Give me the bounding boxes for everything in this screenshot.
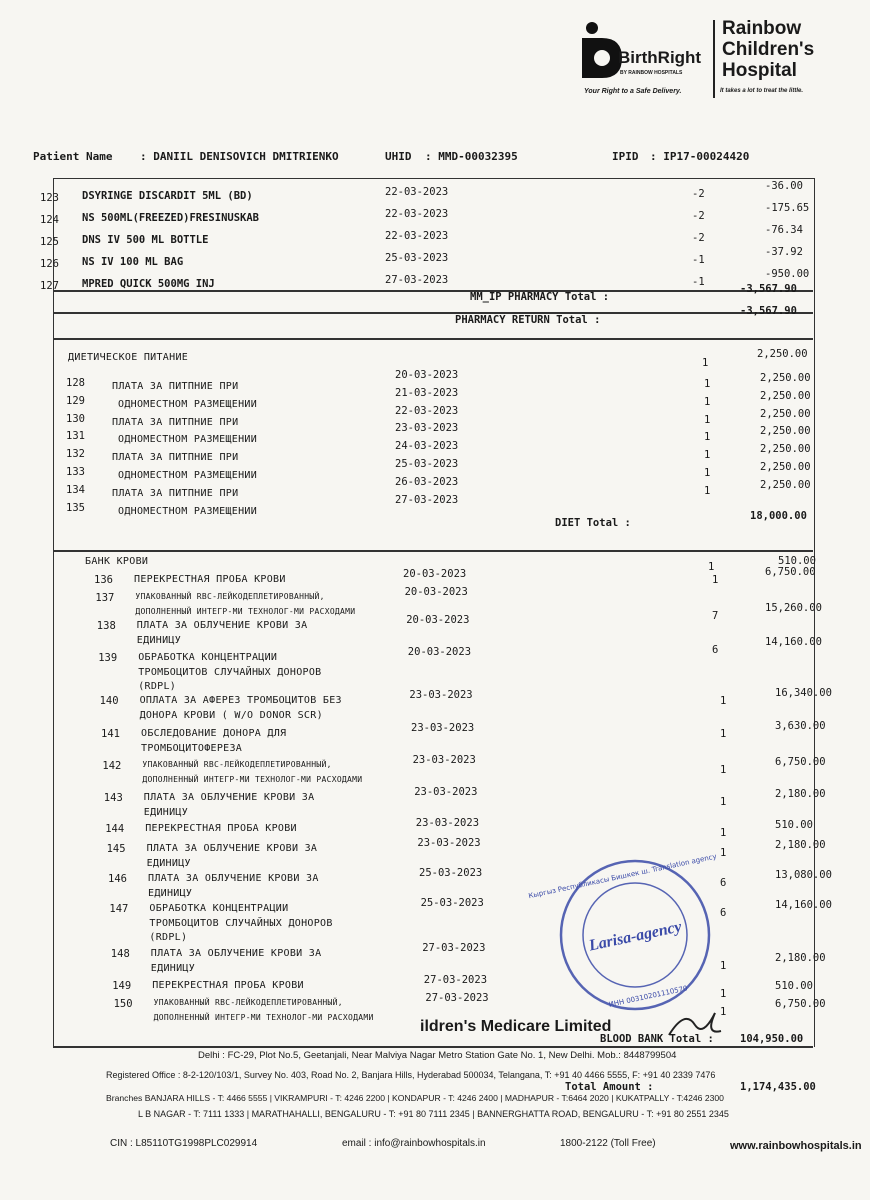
row-number: 144 [105,823,125,835]
item-amount: 13,080.00 [775,869,832,881]
item-date: 23-03-2023 [412,754,476,766]
row-number: 140 [99,695,119,707]
item-date: 20-03-2023 [406,614,470,626]
translation-agency-stamp [527,852,718,1015]
row-number: 135 [66,501,85,514]
row-number: 149 [112,980,132,992]
item-amount: -37.92 [765,246,803,258]
row-number: 123 [40,192,59,204]
blood-total-label: BLOOD BANK Total : [600,1033,714,1045]
birthright-name: BirthRight [618,48,702,67]
birthright-tagline: Your Right to a Safe Delivery. [584,88,682,95]
item-name: ПЛАТА ЗА ПИТПНИЕ ПРИ [112,452,239,464]
row-number: 127 [40,280,59,292]
item-name: УПАКОВАННЫЙ RBC-ЛЕЙКОДЕПЛЕТИРОВАННЫЙ, [142,760,332,769]
item-name-line2: ЕДИНИЦУ [148,888,193,899]
item-amount: 2,250.00 [760,389,811,402]
company-name: ildren's Medicare Limited [420,1018,612,1035]
divider [53,550,813,552]
blood-section-title: БАНК КРОВИ [85,556,149,567]
item-qty: 1 [720,695,727,707]
divider [53,312,813,314]
item-qty: 1 [704,484,711,497]
item-name: ПЛАТА ЗА ПИТПНИЕ ПРИ [112,381,239,392]
item-name: УПАКОВАННЫЙ RBC-ЛЕЙКОДЕПЛЕТИРОВАННЫЙ, [135,592,325,601]
item-name-line2: ДОПОЛНЕННЫЙ ИНТЕГР-МИ ТЕХНОЛОГ-МИ РАСХОДАМИ [153,1013,374,1022]
item-name: ОБСЛЕДОВАНИЕ ДОНОРА ДЛЯ [141,728,287,739]
item-qty: 1 [704,413,711,426]
grand-total-label: Total Amount : [565,1081,654,1093]
rainbow-name-line3: Hospital [722,60,797,81]
item-date: 21-03-2023 [395,386,459,399]
item-name-line3: (RDPL) [149,932,188,943]
divider [53,290,813,292]
item-qty: -2 [692,232,705,244]
item-amount: 510.00 [775,819,813,831]
item-name: ПЛАТА ЗА ПИТПНИЕ ПРИ [112,416,239,428]
item-name-line2: ДОНОРА КРОВИ ( W/O DONOR SCR) [139,710,323,721]
item-qty: 1 [704,395,711,408]
item-name: ОДНОМЕСТНОМ РАЗМЕЩЕНИИ [118,434,258,446]
item-qty: -2 [692,188,705,200]
footer-cin: CIN : L85110TG1998PLC029914 [110,1138,258,1149]
item-qty: 1 [720,796,727,808]
mm-ip-total-label: MM_IP PHARMACY Total : [470,291,610,303]
item-qty: 7 [712,610,719,622]
footer-registered-office: Registered Office : 8-2-120/103/1, Survey No. 403, Road No. 2, Banjara Hills, Hyderabad 500034, Telangana, T: +91 40 4466 5555, F: +91 40 2339 7476 [106,1070,716,1080]
item-name: ПЛАТА ЗА ОБЛУЧЕНИЕ КРОВИ ЗА [146,843,318,854]
item-qty: -1 [692,276,705,288]
logo-divider [713,20,715,98]
item-amount: -36.00 [765,180,803,192]
item-amount: -950.00 [765,268,810,280]
item-amount: 2,250.00 [760,443,811,456]
item-date: 23-03-2023 [409,689,473,701]
item-date: 27-03-2023 [425,992,489,1004]
row-number: 139 [98,652,118,664]
rainbow-name-line1: Rainbow [722,18,802,39]
item-name-line2: ДОПОЛНЕННЫЙ ИНТЕГР-МИ ТЕХНОЛОГ-МИ РАСХОДАМИ [142,775,363,784]
footer-delhi-address: Delhi : FC-29, Plot No.5, Geetanjali, Near Malviya Nagar Metro Station Gate No. 1, New Delhi. Mob.: 8448799504 [198,1050,677,1061]
footer-tollfree: 1800-2122 (Toll Free) [560,1138,656,1149]
item-name: ОПЛАТА ЗА АФЕРЕЗ ТРОМБОЦИТОВ БЕЗ [139,695,342,706]
item-date: 22-03-2023 [385,208,449,220]
item-name-line2: ЕДИНИЦУ [143,807,189,818]
item-qty: 1 [704,467,711,479]
item-amount: -175.65 [765,202,810,214]
footer-branches: Branches BANJARA HILLS - T: 4466 5555 | VIKRAMPURI - T: 4246 2200 | KONDAPUR - T: 4246 2400 | MADHAPUR - T:6464 2020 | KUKATPALLY - T:4246 2300 [106,1093,724,1103]
blood-section-amount: 510.00 [778,555,816,567]
row-number: 132 [66,448,85,461]
item-date: 27-03-2023 [423,974,488,986]
diet-total-value: 18,000.00 [750,510,807,522]
item-name: DSYRINGE DISCARDIT 5ML (BD) [82,190,253,202]
item-date: 22-03-2023 [385,230,449,242]
row-number: 138 [96,620,116,632]
item-date: 22-03-2023 [385,186,449,198]
divider [53,1046,813,1048]
row-number: 124 [40,214,59,226]
item-date: 20-03-2023 [407,646,472,658]
stamp-name: Larisa-agency [587,918,684,955]
footer-website: www.rainbowhospitals.in [730,1140,862,1152]
uhid-value: : MMD-00032395 [425,150,518,163]
item-amount: 2,250.00 [760,407,811,420]
stamp-ring-top: Кыргыз Республикасы Бишкек ш. Translation agency [527,852,718,901]
item-amount: -76.34 [765,224,803,236]
rainbow-name-line2: Children's [722,39,815,60]
blood-total-value: 104,950.00 [740,1033,804,1045]
item-name-line2: ТРОМБОЦИТОВ СЛУЧАЙНЫХ ДОНОРОВ [138,667,322,678]
pharmacy-return-total-value: -3,567.90 [740,305,797,317]
diet-total-label: DIET Total : [555,517,631,529]
item-qty: 1 [720,728,727,740]
item-qty: 1 [720,764,727,776]
item-amount: 2,180.00 [775,952,826,964]
row-number: 142 [102,760,122,772]
item-amount: 6,750.00 [765,566,816,578]
item-qty: 1 [704,449,711,462]
rainbow-tagline: It takes a lot to treat the little. [720,88,804,94]
item-qty: 6 [712,644,719,656]
item-name: ПЕРЕКРЕСТНАЯ ПРОБА КРОВИ [145,823,297,834]
item-amount: 2,250.00 [760,461,811,473]
row-number: 126 [40,258,59,270]
item-name: ОДНОМЕСТНОМ РАЗМЕЩЕНИИ [118,398,258,410]
birthright-sub: BY RAINBOW HOSPITALS [620,70,683,76]
item-date: 27-03-2023 [395,493,459,506]
item-name: ОДНОМЕСТНОМ РАЗМЕЩЕНИИ [118,470,258,481]
item-qty: 1 [720,988,727,1000]
blood-section-qty: 1 [708,561,715,573]
item-name: УПАКОВАННЫЙ RBC-ЛЕЙКОДЕПЛЕТИРОВАННЫЙ, [153,998,343,1007]
footer-branches-2: L B NAGAR - T: 7111 1333 | MARATHAHALLI, BENGALURU - T: +91 80 7111 2345 | BANNERGHATTA ROAD, BENGALURU - T: +91 80 2551 2345 [138,1109,729,1119]
item-name: ОДНОМЕСТНОМ РАЗМЕЩЕНИИ [118,505,258,517]
item-date: 27-03-2023 [385,274,449,286]
row-number: 148 [110,948,130,960]
row-number: 131 [66,430,85,443]
item-name: ОБРАБОТКА КОНЦЕНТРАЦИИ [149,903,289,914]
patient-name-value: : DANIIL DENISOVICH DMITRIENKO [140,150,339,163]
item-name: ПЕРЕКРЕСТНАЯ ПРОБА КРОВИ [134,574,286,585]
diet-section-qty: 1 [702,357,709,369]
pharmacy-return-total-label: PHARMACY RETURN Total : [455,314,601,326]
footer-email: email : info@rainbowhospitals.in [342,1138,486,1149]
item-name: NS 500ML(FREEZED)FRESINUSKAB [82,212,260,224]
item-qty: -2 [692,210,705,222]
item-name: MPRED QUICK 500MG INJ [82,278,215,290]
item-qty: 1 [720,960,727,972]
ipid-value: : IP17-00024420 [650,150,750,163]
item-name: ПЛАТА ЗА ПИТПНИЕ ПРИ [112,487,239,499]
item-name-line2: ТРОМБОЦИТОФЕРЕЗА [141,743,243,754]
item-date: 23-03-2023 [395,422,459,435]
item-amount: 2,250.00 [760,478,811,491]
item-date: 23-03-2023 [417,837,481,849]
item-date: 20-03-2023 [404,586,468,598]
item-name: ПЛАТА ЗА ОБЛУЧЕНИЕ КРОВИ ЗА [150,948,322,959]
item-name-line2: ЕДИНИЦУ [146,858,191,869]
grand-total-value: 1,174,435.00 [740,1081,816,1093]
item-amount: 3,630.00 [775,720,826,732]
item-qty: 1 [720,1006,727,1018]
item-date: 25-03-2023 [385,252,449,264]
row-number: 145 [106,843,126,855]
item-name-line2: ТРОМБОЦИТОВ СЛУЧАЙНЫХ ДОНОРОВ [149,918,333,929]
row-number: 141 [101,728,120,740]
item-amount: 510.00 [775,980,813,992]
item-amount: 2,250.00 [760,425,811,438]
item-qty: 1 [712,574,719,586]
item-qty: -1 [692,254,705,266]
item-date: 20-03-2023 [395,369,459,381]
divider [53,338,813,340]
row-number: 150 [113,998,133,1010]
diet-section-amount: 2,250.00 [757,348,808,360]
row-number: 128 [66,377,85,389]
item-amount: 2,250.00 [760,372,811,384]
item-date: 23-03-2023 [415,817,480,829]
stamp-ring-bottom: ИНН 00310201110570 [607,984,689,1009]
item-name-line2: ЕДИНИЦУ [136,635,182,646]
uhid-label: UHID [385,150,412,163]
row-number: 143 [103,792,123,804]
diet-section-title: ДИЕТИЧЕСКОЕ ПИТАНИЕ [68,352,189,363]
item-amount: 16,340.00 [775,687,832,699]
row-number: 136 [94,574,113,586]
patient-name-label: Patient Name [33,150,113,163]
item-date: 23-03-2023 [411,722,475,734]
item-date: 25-03-2023 [419,867,483,879]
item-amount: 15,260.00 [765,602,822,614]
item-date: 25-03-2023 [395,458,459,470]
hospital-logos [570,10,865,100]
item-amount: 6,750.00 [775,756,826,768]
row-number: 125 [40,236,59,248]
row-number: 129 [66,394,85,407]
item-name-line3: (RDPL) [138,681,177,692]
item-qty: 6 [720,877,727,889]
row-number: 146 [108,873,127,885]
item-qty: 1 [704,431,711,444]
row-number: 137 [95,592,115,604]
item-name: ПЛАТА ЗА ОБЛУЧЕНИЕ КРОВИ ЗА [136,620,308,631]
row-number: 130 [66,412,85,425]
ipid-label: IPID [612,150,639,163]
item-name-line2: ЕДИНИЦУ [150,963,196,974]
item-date: 25-03-2023 [420,897,484,909]
item-amount: 6,750.00 [775,998,826,1010]
row-number: 147 [109,903,129,915]
item-amount: 14,160.00 [775,899,832,911]
item-name: ПЛАТА ЗА ОБЛУЧЕНИЕ КРОВИ ЗА [143,792,315,803]
item-date: 27-03-2023 [422,942,486,954]
item-name: ОБРАБОТКА КОНЦЕНТРАЦИИ [138,652,278,663]
mm-ip-total-value: -3,567.90 [740,283,797,295]
item-date: 24-03-2023 [395,440,459,453]
item-date: 26-03-2023 [395,475,459,488]
item-name: ПЛАТА ЗА ОБЛУЧЕНИЕ КРОВИ ЗА [148,873,319,884]
item-name-line2: ДОПОЛНЕННЫЙ ИНТЕГР-МИ ТЕХНОЛОГ-МИ РАСХОДАМИ [135,607,356,616]
item-amount: 14,160.00 [765,636,822,648]
rainbow-name [722,18,814,81]
item-date: 20-03-2023 [403,568,467,580]
item-qty: 6 [720,907,727,919]
item-date: 22-03-2023 [395,404,459,417]
item-qty: 1 [720,847,727,859]
item-name: ПЕРЕКРЕСТНАЯ ПРОБА КРОВИ [152,980,304,991]
row-number: 134 [66,483,85,496]
item-date: 23-03-2023 [414,786,478,798]
item-amount: 2,180.00 [775,839,826,851]
item-qty: 1 [720,827,727,839]
item-name: DNS IV 500 ML BOTTLE [82,234,209,246]
row-number: 133 [66,466,85,478]
item-amount: 2,180.00 [775,788,826,800]
item-qty: 1 [704,378,711,390]
item-name: NS IV 100 ML BAG [82,256,184,268]
